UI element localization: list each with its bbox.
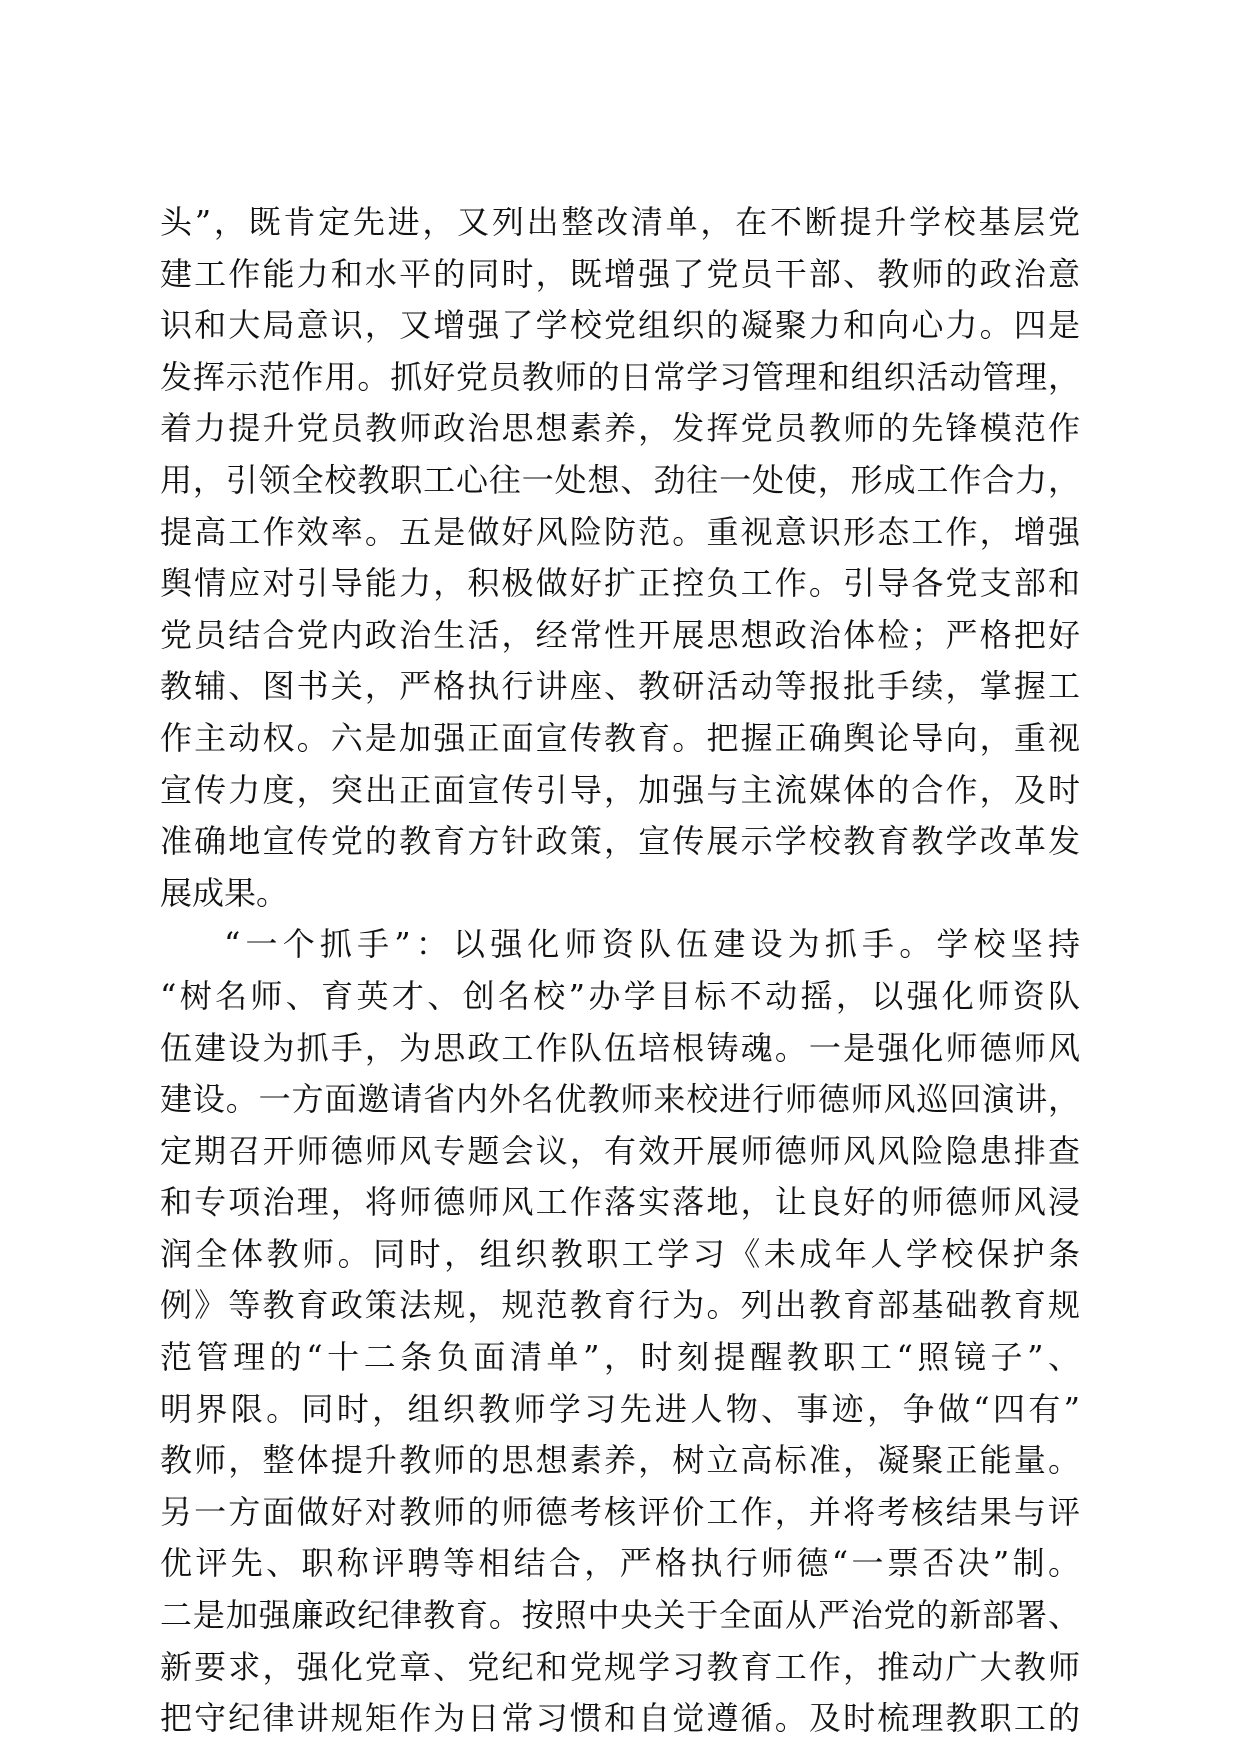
text-line: 范管理的“十二条负面清单”，时刻提醒教职工“照镜子”、 <box>160 1338 1080 1377</box>
text-line: 另一方面做好对教师的师德考核评价工作，并将考核结果与评 <box>160 1492 1080 1531</box>
text-line: 明界限。同时，组织教师学习先进人物、事迹，争做“四有” <box>160 1389 1080 1428</box>
text-line: 定期召开师德师风专题会议，有效开展师德师风风险隐患排查 <box>160 1131 1080 1170</box>
text-line: 润全体教师。同时，组织教职工学习《未成年人学校保护条 <box>160 1234 1080 1273</box>
text-line: 着力提升党员教师政治思想素养，发挥党员教师的先锋模范作 <box>160 409 1080 448</box>
text-line: 舆情应对引导能力，积极做好扩正控负工作。引导各党支部和 <box>160 564 1080 603</box>
text-line: 头”，既肯定先进，又列出整改清单，在不断提升学校基层党 <box>160 203 1080 241</box>
text-line: 党员结合党内政治生活，经常性开展思想政治体检；严格把好 <box>160 615 1080 654</box>
text-line: 例》等教育政策法规，规范教育行为。列出教育部基础教育规 <box>160 1286 1080 1325</box>
text-line: 提高工作效率。五是做好风险防范。重视意识形态工作，增强 <box>160 512 1080 551</box>
text-line: 新要求，强化党章、党纪和党规学习教育工作，推动广大教师 <box>160 1647 1080 1686</box>
text-line: 和专项治理，将师德师风工作落实落地，让良好的师德师风浸 <box>160 1183 1080 1222</box>
text-line: 伍建设为抓手，为思政工作队伍培根铸魂。一是强化师德师风 <box>160 1028 1080 1067</box>
text-line: “树名师、育英才、创名校”办学目标不动摇，以强化师资队 <box>160 976 1080 1015</box>
text-line: 宣传力度，突出正面宣传引导，加强与主流媒体的合作，及时 <box>160 770 1080 809</box>
text-line: “一个抓手”：以强化师资队伍建设为抓手。学校坚持 <box>224 925 1080 964</box>
text-line: 发挥示范作用。抓好党员教师的日常学习管理和组织活动管理， <box>160 357 1080 396</box>
text-line: 教师，整体提升教师的思想素养，树立高标准，凝聚正能量。 <box>160 1441 1080 1480</box>
text-line: 把守纪律讲规矩作为日常习惯和自觉遵循。及时梳理教职工的 <box>160 1699 1080 1738</box>
text-line: 作主动权。六是加强正面宣传教育。把握正确舆论导向，重视 <box>160 718 1080 757</box>
text-line: 优评先、职称评聘等相结合，严格执行师德“一票否决”制。 <box>160 1544 1080 1583</box>
text-line: 准确地宣传党的教育方针政策，宣传展示学校教育教学改革发 <box>160 822 1080 861</box>
text-line: 二是加强廉政纪律教育。按照中央关于全面从严治党的新部署、 <box>160 1596 1080 1635</box>
text-line: 用，引领全校教职工心往一处想、劲往一处使，形成工作合力， <box>160 460 1080 499</box>
text-line: 教辅、图书关，严格执行讲座、教研活动等报批手续，掌握工 <box>160 667 1080 706</box>
text-line: 建设。一方面邀请省内外名优教师来校进行师德师风巡回演讲， <box>160 1080 1080 1119</box>
text-line: 展成果。 <box>160 873 289 912</box>
text-line: 识和大局意识，又增强了学校党组织的凝聚力和向心力。四是 <box>160 306 1080 345</box>
text-line: 建工作能力和水平的同时，既增强了党员干部、教师的政治意 <box>160 254 1080 293</box>
body-text <box>160 197 1080 1745</box>
